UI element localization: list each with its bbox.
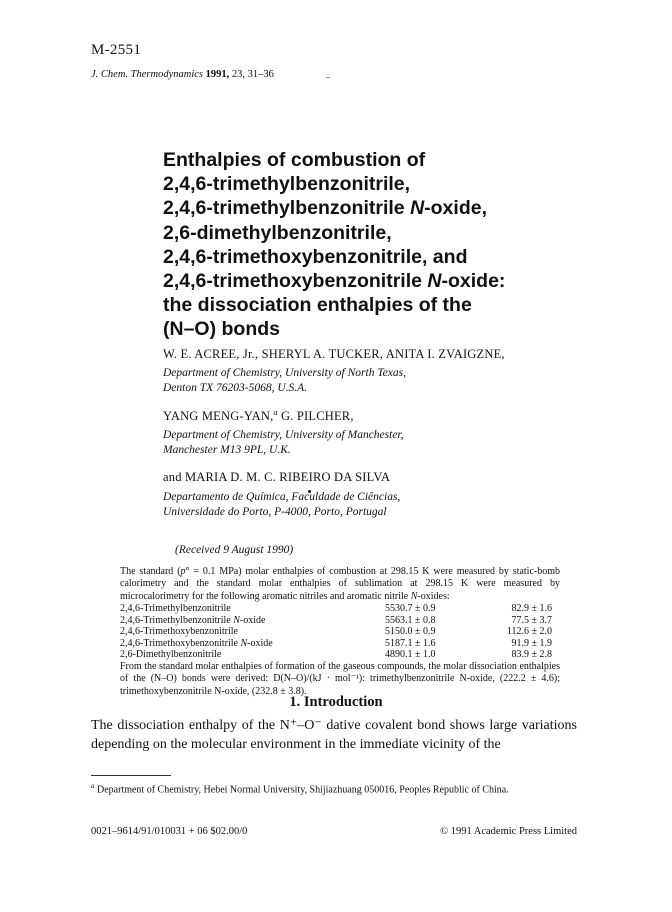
author-group-2: YANG MENG-YAN,$^a$ G. PILCHER, <box>163 408 354 424</box>
sublimation-enthalpy: 82.9 ± 1.6 <box>511 603 552 614</box>
title-line: 2,6-dimethylbenzonitrile, <box>163 221 392 244</box>
combustion-enthalpy: 4890.1 ± 1.0 <box>385 649 436 661</box>
combustion-enthalpy: 5530.7 ± 0.9 <box>385 603 436 614</box>
affiliation-2: Department of Chemistry, University of Manchester, Manchester M13 9PL, U.K. <box>163 429 404 456</box>
combustion-enthalpy: 5150.0 ± 0.9 <box>385 626 436 638</box>
table-row <box>120 603 560 615</box>
title-line: Enthalpies of combustion of <box>163 149 426 171</box>
combustion-enthalpy: 5187.1 ± 1.6 <box>385 637 436 649</box>
affiliation-1: Department of Chemistry, University of North Texas, Denton TX 76203-5068, U.S.A. <box>163 367 406 394</box>
journal-citation <box>91 69 274 80</box>
paper-title <box>163 148 623 342</box>
manuscript-code: M-2551 <box>91 42 142 58</box>
abstract-conclusion: From the standard molar enthalpies of formation of the gaseous compounds, the molar dissociation enthalpies of the (N–O) bonds were derived: D(N–O)/(kJ · mol⁻¹): trimethylbenzonitrile N-oxide, (222.2 ± 4.6); trimethoxybenzonitrile N-oxide, (232.8 ± 3.8). <box>120 661 560 697</box>
author-group-1: W. E. ACREE, Jr., SHERYL A. TUCKER, ANITA I. ZVAIGZNE, <box>163 347 505 361</box>
title-line: 2,4,6-trimethylbenzonitrile N-oxide, <box>163 197 487 220</box>
footnote: $^a$ Department of Chemistry, Hebei Normal University, Shijiazhuang 050016, Peoples Republic of China. <box>91 782 509 796</box>
title-line: 2,4,6-trimethoxybenzonitrile, and <box>163 245 468 268</box>
section-heading: 1. Introduction <box>289 694 383 710</box>
sublimation-enthalpy: 112.6 ± 2.0 <box>506 626 552 638</box>
compound-name: 2,4,6-Trimethoxybenzonitrile <box>120 626 238 638</box>
table-row <box>120 615 560 627</box>
scan-mark <box>326 77 330 78</box>
compound-name: 2,6-Dimethylbenzonitrile <box>120 649 222 661</box>
abstract-intro: The standard (p° = 0.1 MPa) molar enthalpies of combustion at 298.15 K were measured by static-bomb calorimetry and the standard molar enthalpies of sublimation at 298.15 K were measured by microcalorimetry for the following aromatic nitriles and aromatic nitrile N-oxides: <box>120 566 560 602</box>
title-line: 2,4,6-trimethylbenzonitrile, <box>163 173 411 196</box>
journal-year: 1991, <box>205 69 230 80</box>
introduction-paragraph: The dissociation enthalpy of the N⁺–O⁻ dative covalent bond shows large variations depending on the molecular environment in the immediate vicinity of the <box>91 718 577 752</box>
combustion-enthalpy: 5563.1 ± 0.8 <box>385 614 436 626</box>
compound-name: 2,4,6-Trimethylbenzonitrile <box>120 603 231 614</box>
issn-code: 0021–9614/91/010031 + 06 $02.00/0 <box>91 826 248 837</box>
copyright-notice: © 1991 Academic Press Limited <box>440 826 577 837</box>
compound-name: 2,4,6-Trimethylbenzonitrile N-oxide <box>120 614 266 626</box>
results-table <box>120 603 560 661</box>
table-row <box>120 638 560 650</box>
journal-name: J. Chem. Thermodynamics <box>91 69 203 80</box>
table-row <box>120 649 560 661</box>
author-group-3: and MARIA D. M. C. RIBEIRO DA SILVA <box>163 470 391 484</box>
footnote-rule <box>91 775 171 776</box>
compound-name: 2,4,6-Trimethoxybenzonitrile N-oxide <box>120 637 273 649</box>
title-line: the dissociation enthalpies of the <box>163 294 472 317</box>
sublimation-enthalpy: 77.5 ± 3.7 <box>511 614 552 626</box>
received-date: (Received 9 August 1990) <box>175 544 294 556</box>
table-row <box>120 626 560 638</box>
journal-volume: 23, 31–36 <box>231 69 274 80</box>
affiliation-3: Departamento de Química, Faculdade de Ciências, Universidade do Porto, P-4000, Porto, Portugal <box>163 491 401 518</box>
title-line: (N–O) bonds <box>163 318 280 341</box>
title-line: 2,4,6-trimethoxybenzonitrile N-oxide: <box>163 270 506 293</box>
sublimation-enthalpy: 91.9 ± 1.9 <box>511 637 552 649</box>
sublimation-enthalpy: 83.9 ± 2.8 <box>511 649 552 661</box>
